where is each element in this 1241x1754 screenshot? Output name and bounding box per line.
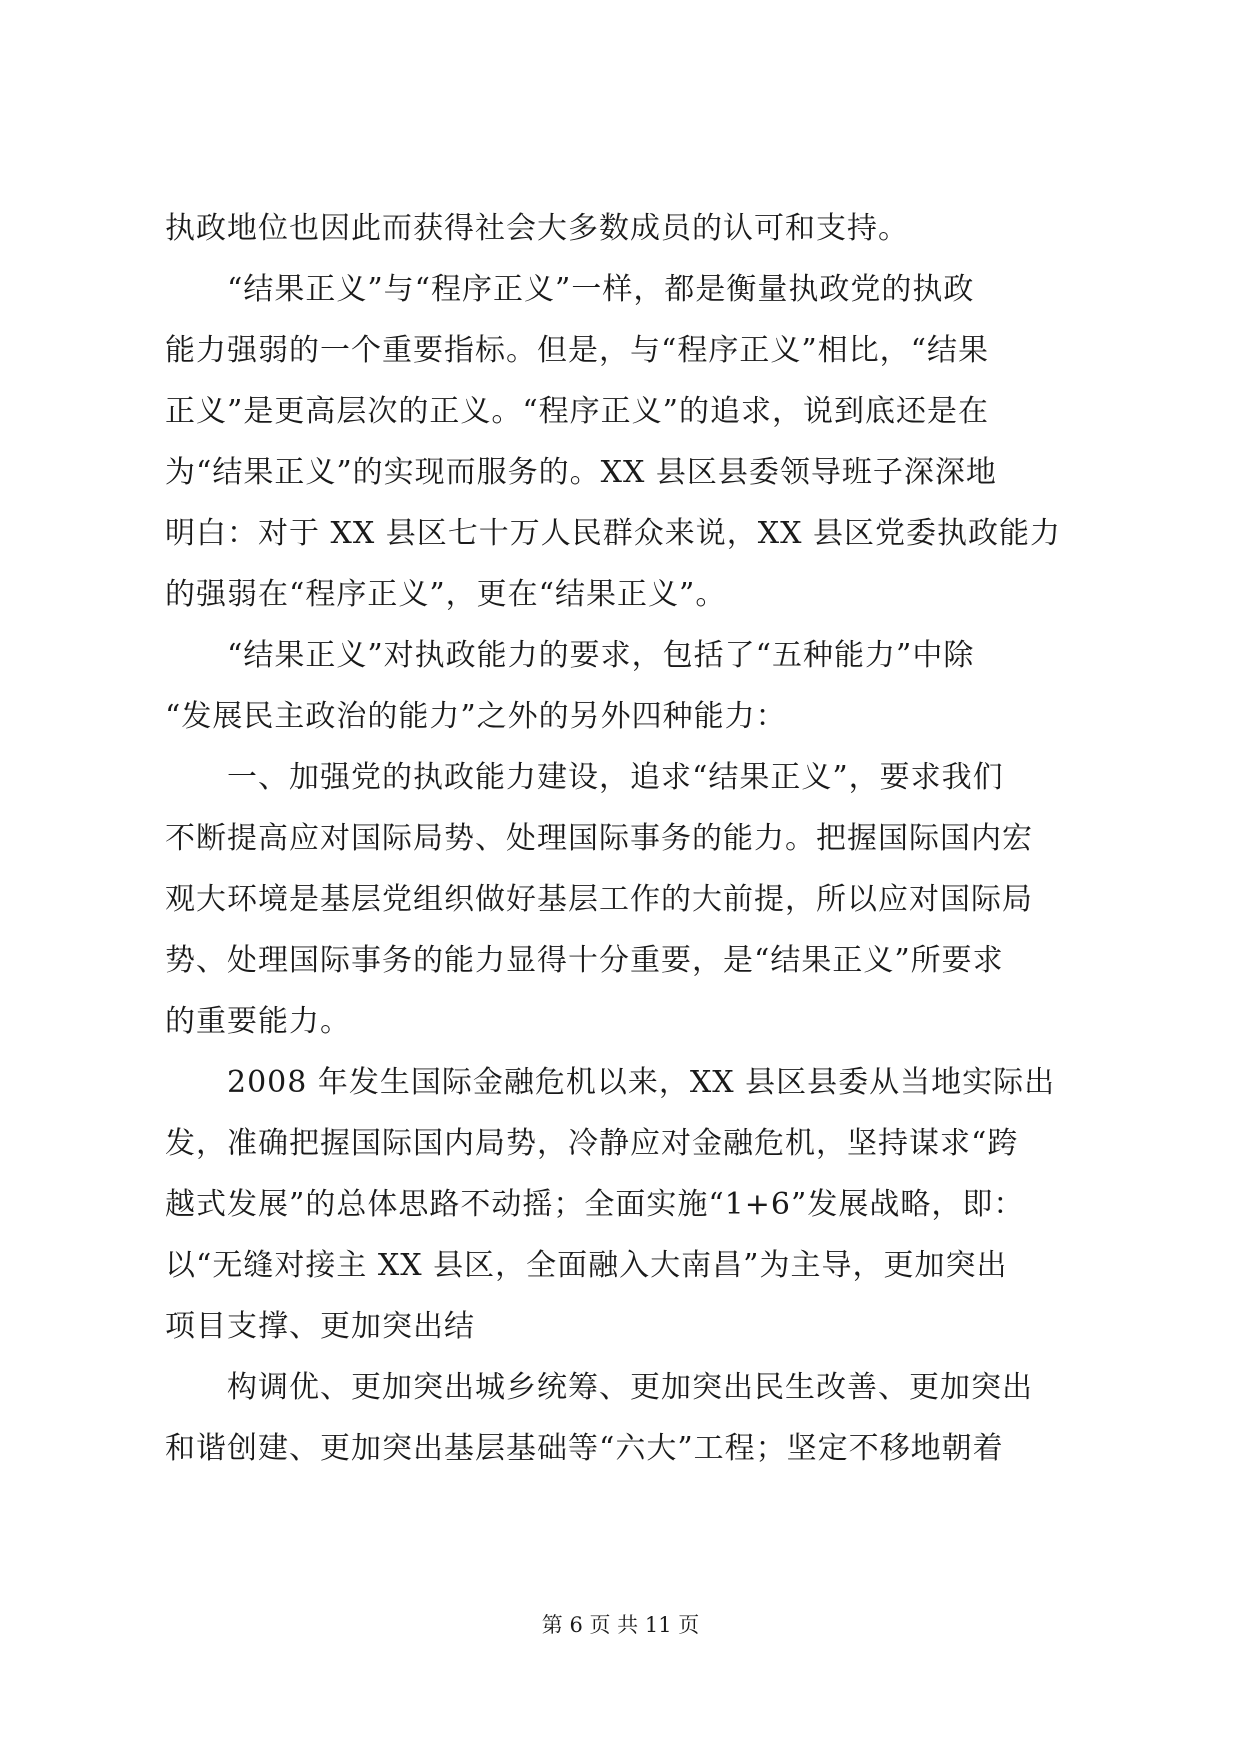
text-line: “发展民主政治的能力”之外的另外四种能力： <box>165 699 787 734</box>
text-line: 越式发展”的总体思路不动摇；全面实施“1+6”发展战略，即： <box>165 1187 1025 1222</box>
text-line: “结果正义”对执政能力的要求，包括了“五种能力”中除 <box>227 638 975 673</box>
text-line: 不断提高应对国际局势、处理国际事务的能力。把握国际国内宏 <box>165 821 1033 856</box>
text-line: 的重要能力。 <box>165 1004 351 1039</box>
text-line: 明白：对于 XX 县区七十万人民群众来说，XX 县区党委执政能力 <box>165 516 1062 551</box>
document-body <box>165 198 1080 1479</box>
text-line: 一、加强党的执政能力建设，追求“结果正义”，要求我们 <box>227 760 1004 795</box>
text-line: “结果正义”与“程序正义”一样，都是衡量执政党的执政 <box>227 272 975 307</box>
text-line: 观大环境是基层党组织做好基层工作的大前提，所以应对国际局 <box>165 882 1033 917</box>
text-line: 执政地位也因此而获得社会大多数成员的认可和支持。 <box>165 211 909 246</box>
text-line: 项目支撑、更加突出结 <box>165 1309 475 1344</box>
text-line: 的强弱在“程序正义”，更在“结果正义”。 <box>165 577 727 612</box>
text-line: 和谐创建、更加突出基层基础等“六大”工程；坚定不移地朝着 <box>165 1431 1004 1466</box>
text-line: 为“结果正义”的实现而服务的。XX 县区县委领导班子深深地 <box>165 455 997 490</box>
text-line: 势、处理国际事务的能力显得十分重要，是“结果正义”所要求 <box>165 943 1004 978</box>
page-number-footer: 第 6 页 共 11 页 <box>541 1613 700 1637</box>
text-line: 正义”是更高层次的正义。“程序正义”的追求，说到底还是在 <box>165 394 990 429</box>
text-line: 构调优、更加突出城乡统筹、更加突出民生改善、更加突出 <box>227 1370 1033 1405</box>
text-line: 发，准确把握国际国内局势，冷静应对金融危机，坚持谋求“跨 <box>165 1126 1019 1161</box>
text-line: 能力强弱的一个重要指标。但是，与“程序正义”相比，“结果 <box>165 333 990 368</box>
text-line: 以“无缝对接主 XX 县区，全面融入大南昌”为主导，更加突出 <box>165 1248 1008 1283</box>
text-line: 2008 年发生国际金融危机以来，XX 县区县委从当地实际出 <box>227 1065 1056 1100</box>
